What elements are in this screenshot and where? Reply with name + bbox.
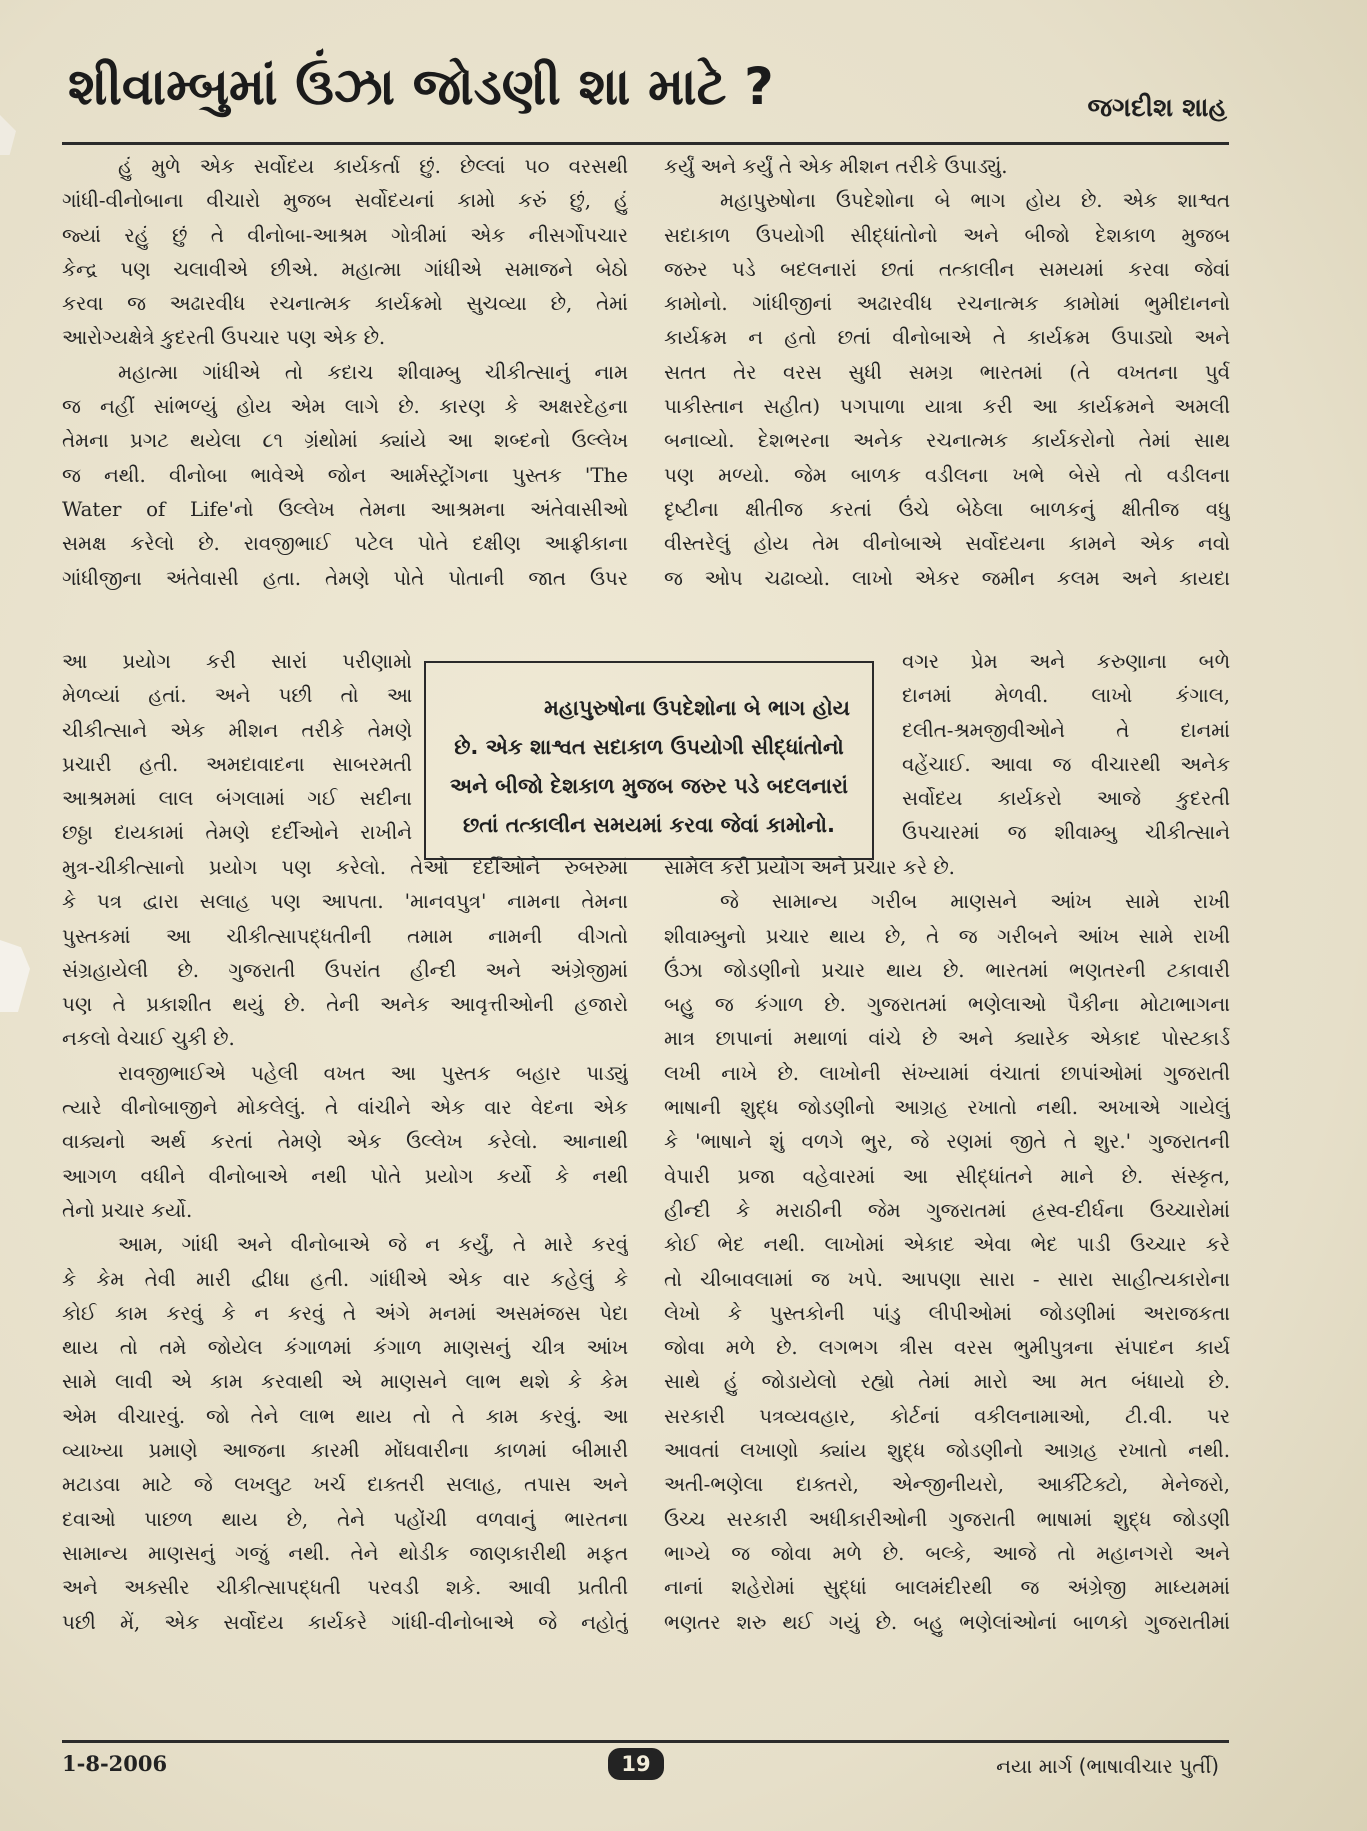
text-line: સામેલ કરી પ્રયોગ અને પ્રચાર કરે છે. [664,856,955,879]
text-line: પણ તે પ્રકાશીત થયું છે. તેની અનેક આવૃત્તીઓની હજારો [62,993,628,1017]
text-line: આરોગ્યક્ષેત્રે કુદરતી ઉપચાર પણ એક છે. [62,326,386,350]
text-line: બનાવ્યો. દેશભરના અનેક રચનાત્મક કાર્યકરોનો તેમાં સાથ [664,429,1230,453]
text-line: દલીત-શ્રમજીવીઓને તે દાનમાં [902,718,1230,742]
left-column-bottom [62,851,628,1640]
text-line: આ પ્રયોગ કરી સારાં પરીણામો [62,650,412,673]
text-line: નકલો વેચાઈ ચુકી છે. [62,1027,235,1051]
text-line: સતત તેર વરસ સુધી સમગ્ર ભારતમાં (તે વખતના પુર્વ [664,360,1230,384]
text-line: કે કેમ તેવી મારી દ્વીધા હતી. ગાંધીએ એક વાર કહેલું કે [62,1267,628,1291]
text-line: જ નથી. વીનોબા ભાવેએ જોન આર્મસ્ટ્રોંગના પુસ્તક 'The [62,463,628,487]
text-line: સર્વોદય કાર્યકરો આજે કુદરતી [902,787,1230,811]
text-line: જરુર પડે બદલનારાં છતાં તત્કાલીન સમયમાં કરવા જેવાં [664,257,1230,281]
text-line: પછી મેં, એક સર્વોદય કાર્યકરે ગાંધી-વીનોબાએ જે નહોતું [62,1610,628,1634]
text-line: ભાષાની શુદ્ધ જોડણીનો આગ્રહ રખાતો નથી. અખાએ ગાયેલું [664,1096,1230,1120]
right-column-top [664,150,1230,596]
text-line: વાક્યનો અર્થ કરતાં તેમણે એક ઉલ્લેખ કરેલો. આનાથી [62,1130,628,1154]
text-line: આવતાં લખાણો ક્યાંય શુદ્ધ જોડણીનો આગ્રહ રખાતો નથી. [664,1439,1230,1463]
text-line: સદાકાળ ઉપયોગી સીદ્ધાંતોનો અને બીજો દેશકાળ મુજબ [664,223,1230,247]
text-line: લેખો કે પુસ્તકોની પાંડુ લીપીઓમાં જોડણીમાં અરાજકતા [664,1301,1230,1325]
page-number-badge: 19 [608,1748,664,1780]
article-author: જગદીશ શાહ [1087,93,1227,123]
text-line: વીસ્તરેલું હોય તેમ વીનોબાએ સર્વોદયના કામને એક નવો [664,532,1230,556]
text-line: કરવા જ અઢારવીધ રચનાત્મક કાર્યક્રમો સુચવ્યા છે, તેમાં [62,292,628,316]
text-line: ત્યારે વીનોબાજીને મોકલેલું. તે વાંચીને એક વાર વેદના એક [62,1096,628,1120]
text-line: વગર પ્રેમ અને કરુણાના બળે [902,650,1230,673]
text-line: કે 'ભાષાને શું વળગે ભુર, જે રણમાં જીતે તે શુર.' ગુજરાતની [664,1130,1230,1154]
text-line: પાકીસ્તાન સહીત) પગપાળા યાત્રા કરી આ કાર્યક્રમને અમલી [664,395,1230,419]
text-line: પણ મળ્યો. જેમ બાળક વડીલના ખભે બેસે તો વડીલના [664,463,1230,487]
text-line: ભણતર શરુ થઈ ગયું છે. બહુ ભણેલાંઓનાં બાળકો ગુજરાતીમાં [664,1610,1230,1634]
text-line: જ્યાં રહું છું તે વીનોબા-આશ્રમ ગોત્રીમાં એક નીસર્ગોપચાર [62,223,628,247]
text-line: શીવામ્બુનો પ્રચાર થાય છે, તે જ ગરીબને આંખ સામે રાખી [664,924,1230,948]
text-line: કે પત્ર દ્વારા સલાહ પણ આપતા. 'માનવપુત્ર' નામના તેમના [62,890,628,914]
text-line: તેમના પ્રગટ થયેલા ૮૧ ગ્રંથોમાં ક્યાંયે આ શબ્દનો ઉલ્લેખ [62,429,628,453]
pull-quote-line: છે. એક શાશ્વત સદાકાળ ઉપયોગી સીદ્ધાંતોનો [454,735,844,759]
text-line: નાનાં શહેરોમાં સુદ્ધાં બાલમંદીરથી જ અંગ્રેજી માધ્યમમાં [664,1576,1230,1600]
right-column-bottom [664,851,1230,1640]
pull-quote-line: છતાં તત્કાલીન સમયમાં કરવા જેવાં કામોનો. [463,813,835,837]
text-line: કર્યું અને કર્યું તે એક મીશન તરીકે ઉપાડ્યું. [664,155,1008,178]
text-line: સંગ્રહાયેલી છે. ગુજરાતી ઉપરાંત હીન્દી અને અંગ્રેજીમાં [62,958,628,982]
text-line: સાથે હું જોડાયેલો રહ્યો તેમાં મારો આ મત બંધાયો છે. [664,1370,1230,1394]
pull-quote-box [424,661,874,860]
text-line: થાય તો તમે જોયેલ કંગાળમાં કંગાળ માણસનું ચીત્ર આંખ [62,1336,628,1360]
text-line: હીન્દી કે મરાઠીની જેમ ગુજરાતમાં હ્રસ્વ-દીર્ઘના ઉચ્ચારોમાં [664,1198,1230,1222]
text-line: વેપારી પ્રજા વહેવારમાં આ સીદ્ધાંતને માને છે. સંસ્કૃત, [664,1164,1230,1188]
text-line: તો ચીબાવલામાં જ ખપે. આપણા સારા - સારા સાહીત્યકારોના [664,1267,1230,1291]
text-line: મહાત્મા ગાંધીએ તો કદાચ શીવામ્બુ ચીકીત્સાનું નામ [118,360,628,384]
text-line: કામોનો. ગાંધીજીનાં અઢારવીધ રચનાત્મક કામોમાં ભુમીદાનનો [664,292,1230,316]
text-line: જે સામાન્ય ગરીબ માણસને આંખ સામે રાખી [720,890,1230,914]
text-line: Water of Life'નો ઉલ્લેખ તેમના આશ્રમના અંતેવાસીઓ [62,497,628,521]
text-line: પુસ્તકમાં આ ચીકીત્સાપદ્ધતીની તમામ નામની વીગતો [62,924,628,948]
text-line: ચીકીત્સાને એક મીશન તરીકે તેમણે [62,718,412,742]
text-line: મહાપુરુષોના ઉપદેશોના બે ભાગ હોય છે. એક શાશ્વત [720,189,1230,213]
text-line: હું મુળે એક સર્વોદય કાર્યકર્તા છું. છેલ્લાં ૫૦ વરસથી [118,155,628,178]
text-line: બહુ જ કંગાળ છે. ગુજરાતમાં ભણેલાઓ પૈકીના મોટાભાગના [664,993,1230,1017]
text-line: વહેંચાઈ. આવા જ વીચારથી અનેક [902,752,1230,776]
text-line: તેનો પ્રચાર કર્યો. [62,1198,193,1222]
text-line: મટાડવા માટે જે લખલુટ ખર્ચ દાક્તરી સલાહ, તપાસ અને [62,1473,628,1497]
text-line: મુત્ર-ચીકીત્સાનો પ્રયોગ પણ કરેલો. તેઓ દર્દીઓને રુબરુમાં [62,856,628,879]
header-rule [62,142,1229,145]
text-line: માત્ર છાપાનાં મથાળાં વાંચે છે અને ક્યારેક એકાદ પોસ્ટકાર્ડ [664,1027,1230,1051]
text-line: પ્રચારી હતી. અમદાવાદના સાબરમતી [62,752,412,776]
text-line: કોઈ ભેદ નથી. લાખોમાં એકાદ એવા ભેદ પાડી ઉચ્ચાર કરે [664,1233,1230,1257]
page-tear [0,940,30,1012]
text-line: ગાંધી-વીનોબાના વીચારો મુજબ સર્વોદયનાં કામો કરું છું, હું [62,189,628,213]
publication-name: નયા માર્ગ (ભાષાવીચાર પુર્તી) [996,1754,1219,1778]
issue-date: 1-8-2006 [62,1751,168,1776]
text-line: સરકારી પત્રવ્યવહાર, કોર્ટનાં વકીલનામાઓ, ટી.વી. પર [664,1404,1230,1428]
text-line: છઠ્ઠા દાયકામાં તેમણે દર્દીઓને રાખીને [62,821,412,845]
text-line: દૃષ્ટીના ક્ષીતીજ કરતાં ઉંચે બેઠેલા બાળકનું ક્ષીતીજ વધુ [664,497,1230,521]
text-line: કાર્યક્રમ ન હતો છતાં વીનોબાએ તે કાર્યક્રમ ઉપાડ્યો અને [664,326,1230,350]
text-line: સમક્ષ કરેલો છે. રાવજીભાઈ પટેલ પોતે દક્ષીણ આફ્રીકાના [62,532,628,556]
text-line: કેન્દ્ર પણ ચલાવીએ છીએ. મહાત્મા ગાંધીએ સમાજને બેઠો [62,257,628,281]
footer-rule [62,1740,1229,1743]
text-line: જ ઓપ ચઢાવ્યો. લાખો એકર જમીન કલમ અને કાયદા [664,566,1230,590]
text-line: આમ, ગાંધી અને વીનોબાએ જે ન કર્યું, તે મારે કરવું [118,1233,628,1257]
text-line: ઉંઝા જોડણીનો પ્રચાર થાય છે. ભારતમાં ભણતરની ટકાવારી [664,958,1230,982]
text-line: મેળવ્યાં હતાં. અને પછી તો આ [62,684,412,708]
right-column-beside-quote [902,645,1230,851]
text-line: એમ વીચારવું. જો તેને લાભ થાય તો તે કામ કરવું. આ [62,1404,628,1428]
text-line: આગળ વધીને વીનોબાએ નથી પોતે પ્રયોગ કર્યો કે નથી [62,1164,628,1188]
text-line: વ્યાખ્યા પ્રમાણે આજના કારમી મોંઘવારીના કાળમાં બીમારી [62,1439,628,1463]
left-column-beside-quote [62,645,412,851]
text-line: ગાંધીજીના અંતેવાસી હતા. તેમણે પોતે પોતાની જાત ઉપર [62,566,628,590]
text-line: ઉપચારમાં જ શીવામ્બુ ચીકીત્સાને [902,821,1230,845]
text-line: અને અક્સીર ચીકીત્સાપદ્ધતી પરવડી શકે. આવી પ્રતીતી [62,1576,628,1600]
text-line: રાવજીભાઈએ પહેલી વખત આ પુસ્તક બહાર પાડ્યું [118,1061,628,1085]
text-line: આશ્રમમાં લાલ બંગલામાં ગઈ સદીના [62,787,412,811]
pull-quote-line: અને બીજો દેશકાળ મુજબ જરુર પડે બદલનારાં [449,774,849,798]
text-line: ભાગ્યે જ જોવા મળે છે. બલ્કે, આજે તો મહાનગરો અને [664,1541,1230,1565]
text-line: કોઈ કામ કરવું કે ન કરવું તે અંગે મનમાં અસમંજસ પેદા [62,1301,628,1325]
text-line: અતી-ભણેલા દાક્તરો, એન્જીનીયરો, આર્કીટેક્ટો, મેનેજરો, [664,1473,1230,1497]
text-line: જોવા મળે છે. લગભગ ત્રીસ વરસ ભુમીપુત્રના સંપાદન કાર્ય [664,1336,1230,1360]
text-line: જ નહીં સાંભળ્યું હોય એમ લાગે છે. કારણ કે અક્ષરદેહના [62,395,628,419]
text-line: સામે લાવી એ કામ કરવાથી એ માણસને લાભ થશે કે કેમ [62,1370,628,1394]
text-line: સામાન્ય માણસનું ગજું નથી. તેને થોડીક જાણકારીથી મફત [62,1541,628,1565]
text-line: લખી નાખે છે. લાખોની સંખ્યામાં વંચાતાં છાપાંઓમાં ગુજરાતી [664,1061,1230,1085]
pull-quote-line: મહાપુરુષોના ઉપદેશોના બે ભાગ હોય [544,696,850,720]
article-title: શીવામ્બુમાં ઉંઝા જોડણી શા માટે ? [68,58,774,117]
page-tear-top [0,115,16,155]
left-column-top [62,150,628,596]
text-line: ઉચ્ચ સરકારી અધીકારીઓની ગુજરાતી ભાષામાં શુદ્ધ જોડણી [664,1507,1230,1531]
text-line: દાનમાં મેળવી. લાખો કંગાલ, [902,684,1230,708]
text-line: દવાઓ પાછળ થાય છે, તેને પહોંચી વળવાનું ભારતના [62,1507,628,1531]
